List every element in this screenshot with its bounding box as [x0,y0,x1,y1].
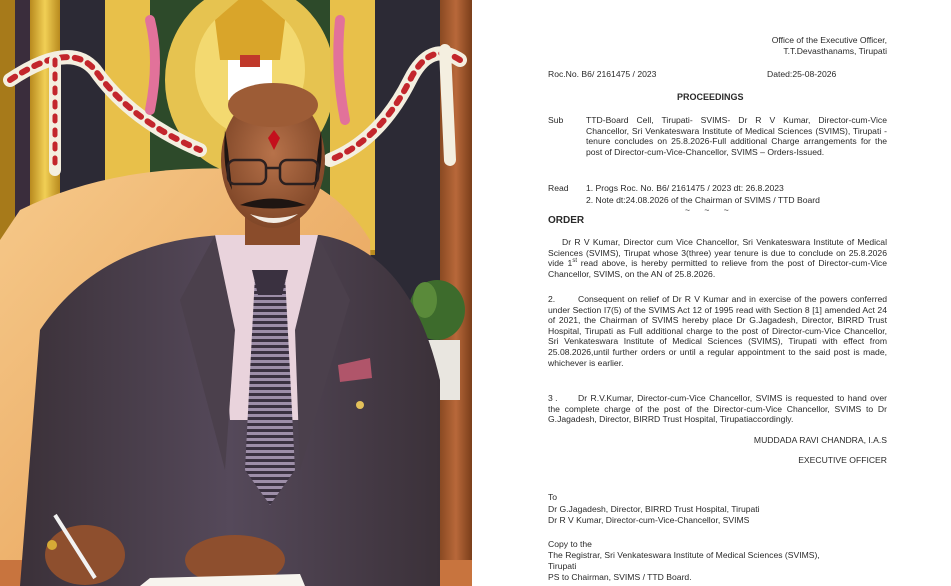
copy-line-1: The Registrar, Sri Venkateswara Institute of Medical Sciences (SVIMS), [548,550,820,560]
copy-line-2: Tirupati [548,561,577,571]
ordinal-superscript: st [572,258,577,265]
subject-label: Sub [548,115,564,125]
copy-line-3: PS to Chairman, SVIMS / TTD Board. [548,572,692,582]
read-label: Read [548,183,569,193]
signatory-name: MUDDADA RAVI CHANDRA, I.A.S [753,435,887,445]
read-item-2: 2. Note dt:24.08.2026 of the Chairman of SVIMS / TTD Board [586,195,820,205]
portrait-illustration [0,0,472,586]
read-item-1: 1. Progs Roc. No. B6/ 2161475 / 2023 dt: 26.8.2023 [586,183,784,193]
paragraph-3-text: Dr R.V.Kumar, Director-cum-Vice Chancellor, SVIMS is requested to hand over the complete charge of the post of the Director-cum-Vice Chancellor, SVIMS to Dr G.Jagadesh, Director, BIRRD Trust Hospital, Tirupatiaccordingly. [548,393,887,425]
paragraph-2-number: 2. [548,294,556,304]
read-separator: ~ ~ ~ [685,205,735,215]
office-line-1: Office of the Executive Officer, [771,35,887,45]
signatory-designation: EXECUTIVE OFFICER [798,455,887,465]
proceedings-document [475,0,951,586]
order-paragraph-2 [548,294,887,368]
paragraph-2-text: Consequent on relief of Dr R V Kumar and in exercise of the powers conferred under Section I7(5) of the SVIMS Act 12 of 1995 read with Section 8 [1] amended Act 24 of 2021, the Chairman of SVIMS hereby place Dr G.Jagadesh, Director, BIRRD Trust Hospital, Tirupati as Full additional charge to the post of Director-cum-Vice Chancellor, Sri Venkateswara Institute of Medical Sciences (SVIMS), Tirupati with effect from 25.08.2026,until further orders or until a regular appointment to the said post is made, whichever is earlier. [548,294,887,368]
order-paragraph-1 [548,237,887,279]
official-photo [0,0,472,586]
office-line-2: T.T.Devasthanams, Tirupati [783,46,887,56]
to-line-1: Dr G.Jagadesh, Director, BIRRD Trust Hospital, Tirupati [548,504,760,514]
order-paragraph-3 [548,393,887,425]
paragraph-3-number: 3 . [548,393,558,403]
copy-label: Copy to the [548,539,592,549]
subject-text: TTD-Board Cell, Tirupati- SVIMS- Dr R V Kumar, Director-cum-Vice Chancellor, Sri Venkateswara Institute of Medical Sciences (SVIMS), Tirupati -tenure concludes on 25.8.2026-Full additional Charge arrangements for the post of Director-cum-Vice-Chancellor, SVIMS – Orders-Issued. [586,115,887,157]
order-paragraph-1-part-b: read above, is hereby permitted to relieve from the post of Director-cum-Vice Chancellor, SVIMS, on the AN of 25.8.2026. [548,258,888,279]
proceedings-heading: PROCEEDINGS [677,92,744,102]
roc-number: Roc.No. B6/ 2161475 / 2023 [548,69,657,79]
to-label: To [548,492,558,502]
dated: Dated:25-08-2026 [767,69,837,79]
order-paragraph-1-part-a: Dr R V Kumar, Director cum Vice Chancellor, Sri Venkateswara Institute of Medical Sciences (SVIMS), Tirupat whose 3(three) year tenure is due to conclude on 25.8.2026 vide 1 [548,237,887,269]
order-heading: ORDER [548,215,585,226]
to-line-2: Dr R V Kumar, Director-cum-Vice-Chancellor, SVIMS [548,515,750,525]
